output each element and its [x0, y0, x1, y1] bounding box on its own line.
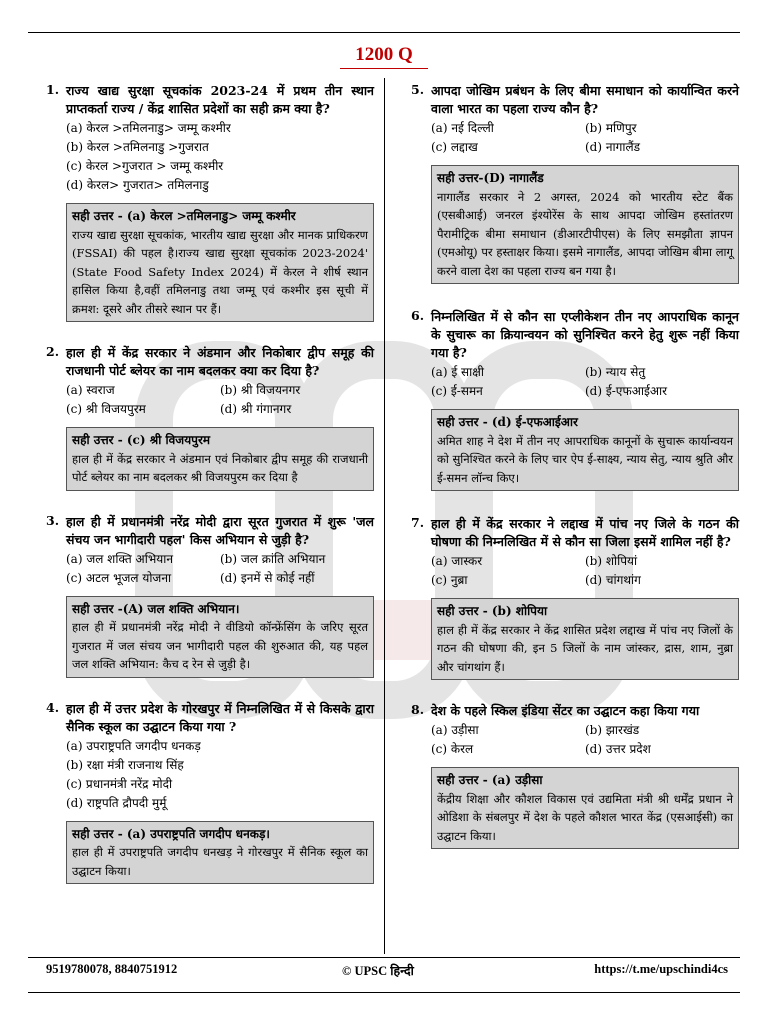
answer-explanation: हाल ही में उपराष्ट्रपति जगदीप धनखड़ ने गोरखपुर में सैनिक स्कूल का उद्घाटन किया। [72, 845, 368, 878]
question-number: 1. [46, 82, 60, 97]
page-title: 1200 Q [355, 44, 413, 65]
option: (b) शोपियां [585, 554, 638, 568]
footer-telegram-link[interactable]: https://t.me/upschindi4cs [594, 962, 728, 976]
question-block [403, 515, 739, 590]
option: (b) रक्षा मंत्री राजनाथ सिंह [66, 757, 184, 772]
answer-box [431, 409, 739, 491]
option: (d) श्री गंगानगर [220, 402, 292, 416]
question-text: आपदा जोखिम प्रबंधन के लिए बीमा समाधान को कार्यान्वित करने वाला भारत का पहला राज्य कौन है? [431, 83, 739, 116]
option: (b) श्री विजयनगर [220, 383, 301, 397]
question-number: 7. [411, 515, 425, 530]
option: (c) केरल [431, 742, 474, 756]
options-list [431, 119, 739, 157]
option: (c) नुब्रा [431, 573, 468, 587]
answer-heading: सही उत्तर - (c) श्री विजयपुरम [72, 433, 211, 447]
option: (d) केरल> गुजरात> तमिलनाडु [66, 178, 209, 192]
option: (c) ई-समन [431, 384, 483, 398]
option: (b) झारखंड [585, 723, 640, 737]
options-list [66, 550, 374, 588]
answer-heading: सही उत्तर - (a) केरल >तमिलनाडु> जम्मू कश्मीर [72, 209, 296, 223]
option: (c) लद्दाख [431, 140, 478, 154]
option: (a) जल शक्ति अभियान [66, 551, 173, 566]
question-number: 3. [46, 512, 60, 528]
question-block [38, 82, 374, 195]
question-text: हाल ही में केंद्र सरकार ने लद्दाख में पांच नए जिले के गठन की घोषणा की निम्नलिखित में से कौन सा जिला इसमें शामिल नहीं है? [431, 516, 739, 549]
options-list [66, 119, 374, 195]
option: (d) इनमें से कोई नहीं [220, 570, 315, 585]
option: (a) ई साक्षी [431, 365, 484, 379]
question-block [38, 344, 374, 419]
option: (c) प्रधानमंत्री नरेंद्र मोदी [66, 776, 173, 791]
question-text: देश के पहले स्किल इंडिया सेंटर का उद्घाटन कहा किया गया [431, 703, 700, 718]
option: (a) नई दिल्ली [431, 121, 494, 135]
right-column [403, 82, 739, 849]
answer-heading: सही उत्तर - (d) ई-एफआईआर [437, 415, 578, 429]
column-divider [384, 78, 385, 954]
question-text: हाल ही में उत्तर प्रदेश के गोरखपुर में निम्नलिखित में से किसके द्वारा सैनिक स्कूल का उद्घाटन किया गया ? [66, 700, 374, 734]
options-list [66, 381, 374, 419]
question-text: हाल ही में केंद्र सरकार ने अंडमान और निकोबार द्वीप समूह की राजधानी पोर्ट ब्लेयर का नाम बदलकर क्या कर दिया है? [66, 345, 374, 378]
question-number: 2. [46, 344, 60, 359]
question-text: राज्य खाद्य सुरक्षा सूचकांक 2023-24 में प्रथम तीन स्थान प्राप्तकर्ता राज्य / केंद्र शासित प्रदेशों का सही क्रम क्या है? [66, 83, 374, 116]
option: (a) उड़ीसा [431, 723, 479, 737]
question-number: 4. [46, 699, 60, 715]
question-block [403, 308, 739, 401]
options-list [66, 737, 374, 813]
bottom-rule [28, 992, 740, 993]
answer-box [431, 767, 739, 849]
answer-heading: सही उत्तर -(A) जल शक्ति अभियान। [72, 601, 240, 616]
option: (c) श्री विजयपुरम [66, 402, 146, 416]
option: (a) उपराष्ट्रपति जगदीप धनकड़ [66, 738, 201, 753]
option: (b) मणिपुर [585, 121, 637, 135]
answer-explanation: राज्य खाद्य सुरक्षा सूचकांक, भारतीय खाद्य सुरक्षा और मानक प्राधिकरण (FSSAI) की पहल है।राज्य खाद्य सुरक्षा सूचकांक 2023-2024' (State Food Safety Index 2024) में केरल ने शीर्ष स्थान हासिल किया है,वहीं तमिलनाडु तथा जम्मू एवं कश्मीर इस सूची में क्रमश: दूसरे और तीसरे स्थान पर हैं। [72, 227, 368, 316]
answer-box [66, 596, 374, 678]
option: (b) न्याय सेतु [585, 365, 646, 379]
option: (b) केरल >तमिलनाडु >गुजरात [66, 140, 209, 154]
answer-heading: सही उत्तर - (a) उपराष्ट्रपति जगदीप धनकड़। [72, 826, 270, 841]
answer-heading: सही उत्तर-(D) नागालैंड [437, 171, 544, 185]
question-number: 8. [411, 702, 425, 717]
option: (d) ई-एफआईआर [585, 384, 668, 398]
answer-explanation: अमित शाह ने देश में तीन नए आपराधिक कानूनों के सुचारू कार्यान्वयन को सुनिश्चित करने के लिए चार ऐप ई-साक्ष्य, न्याय सेतु, न्याय श्रुति और ई-समन लॉन्च किए। [437, 433, 733, 485]
option: (a) जास्कर [431, 554, 483, 568]
answer-explanation: केंद्रीय शिक्षा और कौशल विकास एवं उद्यमिता मंत्री श्री धर्मेंद्र प्रधान ने ओडिशा के संबलपुर में देश के पहले कौशल भारत केंद्र (एसआईसी) का उद्घाटन किया। [437, 791, 733, 843]
question-block [38, 513, 374, 588]
footer-rule [28, 957, 740, 958]
footer-copyright: © UPSC हिन्दी [342, 964, 414, 978]
answer-explanation: हाल ही में केंद्र सरकार ने अंडमान एवं निकोबार द्वीप समूह की राजधानी पोर्ट ब्लेयर का नाम बदलकर श्री विजयपुरम कर दिया है [72, 451, 368, 484]
answer-heading: सही उत्तर - (a) उड़ीसा [437, 773, 543, 787]
option: (d) चांगथांग [585, 573, 641, 587]
option: (d) उत्तर प्रदेश [585, 742, 651, 756]
answer-box [431, 165, 739, 284]
footer-phones: 9519780078, 8840751912 [46, 962, 178, 976]
answer-box [66, 821, 374, 885]
question-text: निम्नलिखित में से कौन सा एप्लीकेशन तीन नए आपराधिक कानून के सुचारू का क्रियान्वयन को सुनिश्चित करने हेतु शुरू नहीं किया गया है? [431, 309, 739, 360]
question-number: 5. [411, 82, 425, 97]
question-text: हाल ही में प्रधानमंत्री नरेंद्र मोदी द्वारा सूरत गुजरात में शुरू 'जल संचय जन भागीदारी पहल' किस अभियान से जुड़ी है? [66, 513, 374, 547]
question-block [403, 702, 739, 759]
options-list [431, 363, 739, 401]
question-number: 6. [411, 308, 425, 323]
options-list [431, 552, 739, 590]
answer-box [66, 203, 374, 322]
answer-explanation: नागालैंड सरकार ने 2 अगस्त, 2024 को भारतीय स्टेट बैंक (एसबीआई) जनरल इंश्योरेंस के साथ आपदा जोखिम हस्तांतरण पैरामीट्रिक बीमा समाधान (डीआरटीपीएस) के लिए समझौता ज्ञापन (एमओयू) पर हस्ताक्षर किया। इसमे नागालैंड, आपदा जोखिम बीमा लागू करने वाला देश का पहला राज्य बन गया है। [437, 189, 733, 278]
left-column [38, 82, 374, 884]
answer-box [431, 598, 739, 680]
option: (a) केरल >तमिलनाडु> जम्मू कश्मीर [66, 121, 231, 135]
options-list [431, 721, 739, 759]
answer-explanation: हाल ही में केंद्र सरकार ने केंद्र शासित प्रदेश लद्दाख में पांच नए जिलों के गठन की घोषणा की, इन 5 जिलों के नाम जांस्कर, द्रास, शाम, नुब्रा और चांगथांग हैं। [437, 622, 733, 674]
question-block [38, 700, 374, 813]
option: (d) राष्ट्रपति द्रौपदी मुर्मू [66, 795, 167, 810]
option: (a) स्वराज [66, 383, 115, 397]
question-block [403, 82, 739, 157]
answer-box [66, 427, 374, 491]
answer-heading: सही उत्तर - (b) शोपिया [437, 604, 548, 618]
option: (c) अटल भूजल योजना [66, 570, 172, 585]
option: (c) केरल >गुजरात > जम्मू कश्मीर [66, 159, 224, 173]
option: (d) नागालैंड [585, 140, 641, 154]
title-underline [340, 68, 428, 69]
answer-explanation: हाल ही में प्रधानमंत्री नरेंद्र मोदी ने वीडियो कॉन्फ्रेंसिंग के जरिए सूरत गुजरात में जल संचय जन भागीदारी पहल की शुरुआत की, यह पहल जल शक्ति अभियान: कैच द रेन से जुड़ी है। [72, 620, 368, 671]
top-rule [28, 32, 740, 33]
option: (b) जल क्रांति अभियान [220, 551, 326, 566]
